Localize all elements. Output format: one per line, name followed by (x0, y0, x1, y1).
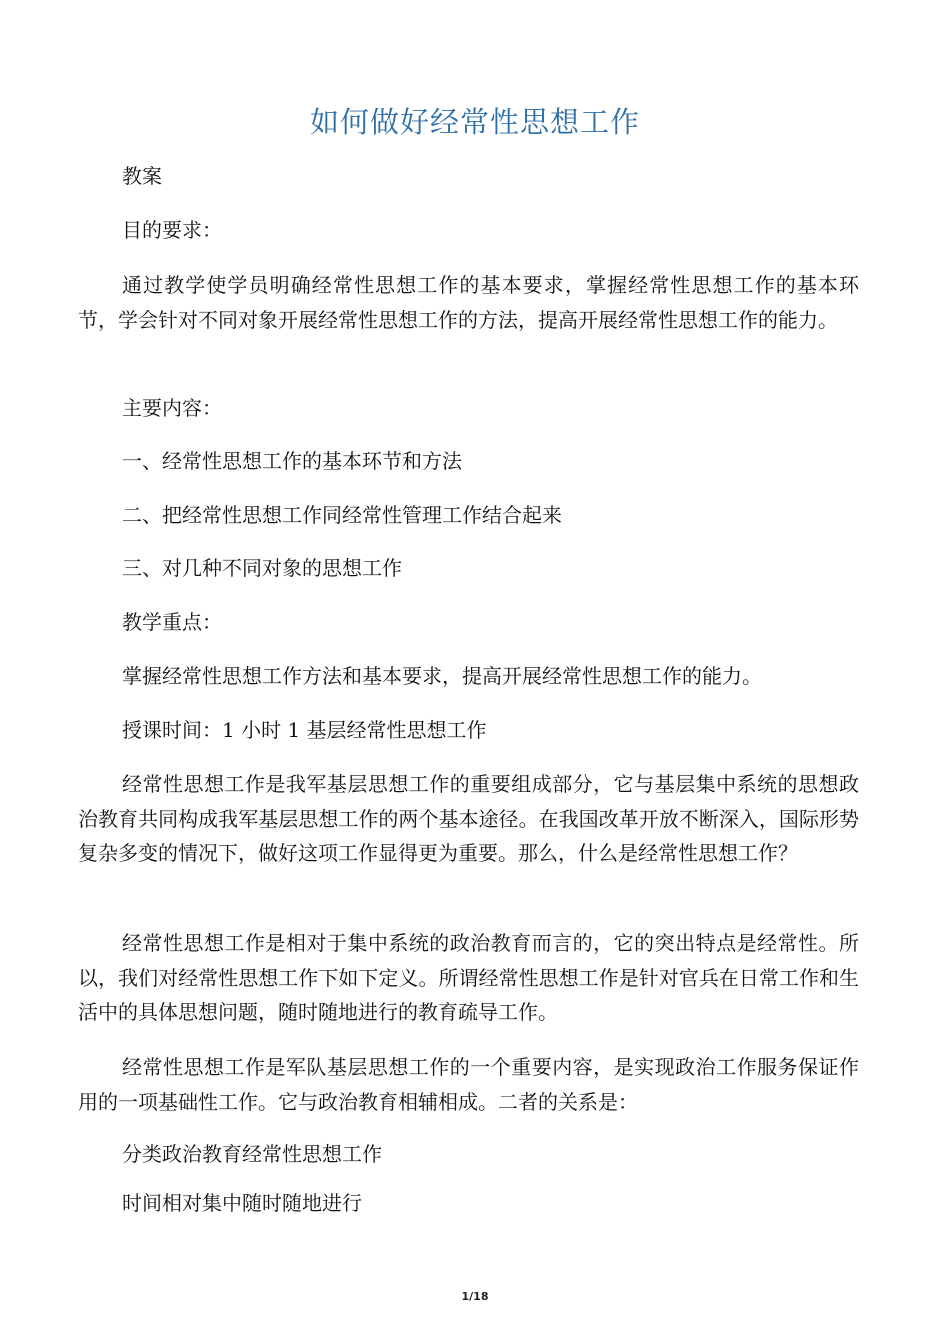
line-shouke-shijian: 授课时间：1 小时 1 基层经常性思想工作 (122, 718, 487, 742)
paragraph-mudi: 通过教学使学员明确经常性思想工作的基本要求，掌握经常性思想工作的基本环节，学会针对不同对象开展经常性思想工作的方法，提高开展经常性思想工作的能力。 (78, 273, 859, 332)
line-jiaoxue-zhongdian: 教学重点： (122, 610, 222, 634)
list-item-1: 一、经常性思想工作的基本环节和方法 (122, 449, 462, 473)
paragraph-1: 经常性思想工作是我军基层思想工作的重要组成部分，它与基层集中系统的思想政治教育共同构成我军基层思想工作的两个基本途径。在我国改革开放不断深入，国际形势复杂多变的情况下，做好这项工作显得更为重要。那么，什么是经常性思想工作？ (78, 772, 859, 865)
document-title: 如何做好经常性思想工作 (309, 105, 640, 139)
line-mudi-yaoqiu: 目的要求： (122, 218, 222, 242)
line-shijian: 时间相对集中随时随地进行 (122, 1191, 362, 1215)
line-jiaoan: 教案 (122, 164, 162, 188)
line-zhuyao-neirong: 主要内容： (122, 396, 222, 420)
paragraph-3: 经常性思想工作是军队基层思想工作的一个重要内容，是实现政治工作服务保证作用的一项基础性工作。它与政治教育相辅相成。二者的关系是： (78, 1055, 859, 1114)
list-item-2: 二、把经常性思想工作同经常性管理工作结合起来 (122, 503, 562, 527)
line-zhongdian-text: 掌握经常性思想工作方法和基本要求，提高开展经常性思想工作的能力。 (122, 664, 762, 688)
list-item-3: 三、对几种不同对象的思想工作 (122, 556, 402, 580)
page-number: 1/18 (461, 1290, 489, 1303)
line-fenlei: 分类政治教育经常性思想工作 (122, 1142, 382, 1166)
paragraph-2: 经常性思想工作是相对于集中系统的政治教育而言的，它的突出特点是经常性。所以，我们对经常性思想工作下如下定义。所谓经常性思想工作是针对官兵在日常工作和生活中的具体思想问题，随时随地进行的教育疏导工作。 (78, 931, 859, 1024)
